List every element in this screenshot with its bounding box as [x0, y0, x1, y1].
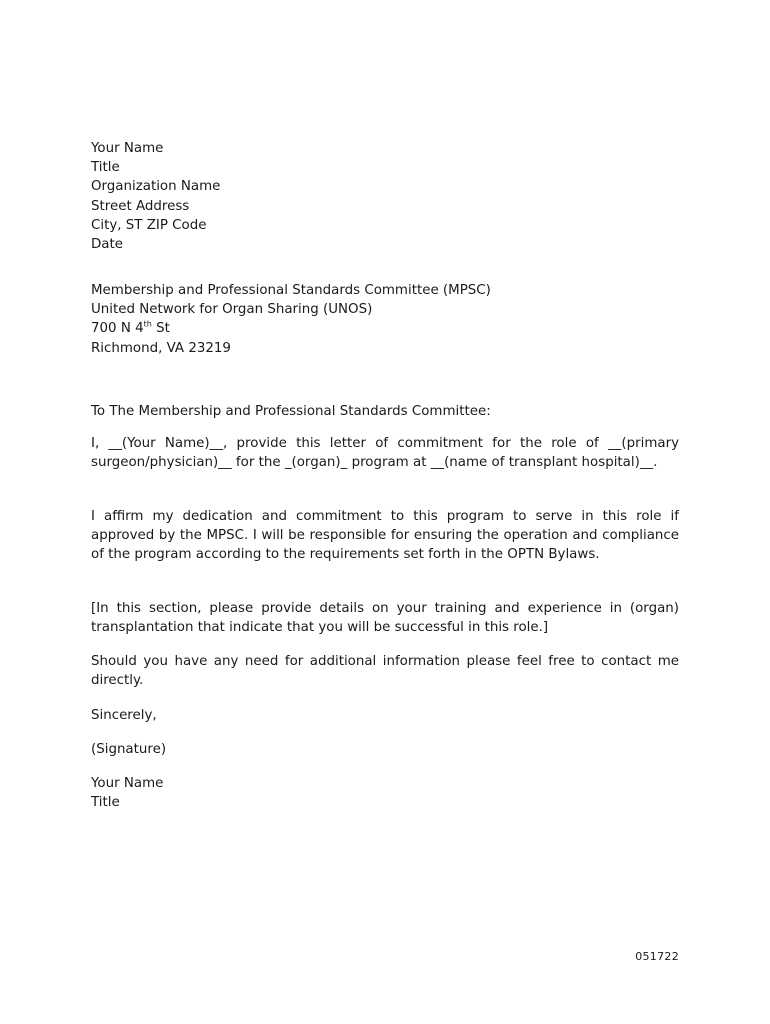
closing: Sincerely,: [91, 708, 157, 723]
paragraph-contact: Should you have any need for additional information please feel free to contact me directly.: [91, 654, 679, 689]
recipient-committee: Membership and Professional Standards Committee (MPSC): [91, 283, 491, 298]
recipient-street-superscript: th: [143, 319, 152, 329]
paragraph-training: [In this section, please provide details on your training and experience in (organ) transplantation that indicate that you will be successful in this role.]: [91, 601, 679, 636]
sender-date: Date: [91, 237, 124, 253]
signoff-block: [91, 774, 679, 812]
recipient-street-suffix: St: [151, 321, 170, 337]
signoff-name: Your Name: [91, 776, 164, 791]
sender-block: [91, 139, 679, 254]
signoff-title: Title: [91, 795, 120, 811]
sender-organization: Organization Name: [91, 179, 221, 195]
recipient-organization: United Network for Organ Sharing (UNOS): [91, 302, 373, 318]
sender-city-state-zip: City, ST ZIP Code: [91, 217, 207, 233]
signature-placeholder: (Signature): [91, 742, 167, 757]
sender-name: Your Name: [91, 141, 164, 156]
footer-code: 051722: [635, 950, 679, 963]
sender-street: Street Address: [91, 198, 190, 214]
salutation: To The Membership and Professional Standards Committee:: [91, 404, 491, 419]
sender-title: Title: [91, 160, 120, 176]
recipient-street-number: 700 N 4: [91, 321, 144, 337]
recipient-city-state-zip: Richmond, VA 23219: [91, 340, 231, 356]
paragraph-affirmation: I affirm my dedication and commitment to this program to serve in this role if approved by the MPSC. I will be responsible for ensuring the operation and compliance of the program according to the requirements set forth in the OPTN Bylaws.: [91, 509, 679, 563]
recipient-block: [91, 281, 679, 358]
paragraph-commitment: I, __(Your Name)__, provide this letter of commitment for the role of __(primary surgeon/physician)__ for the _(organ)_ program at __(name of transplant hospital)__.: [91, 436, 679, 471]
recipient-street: [91, 319, 679, 338]
